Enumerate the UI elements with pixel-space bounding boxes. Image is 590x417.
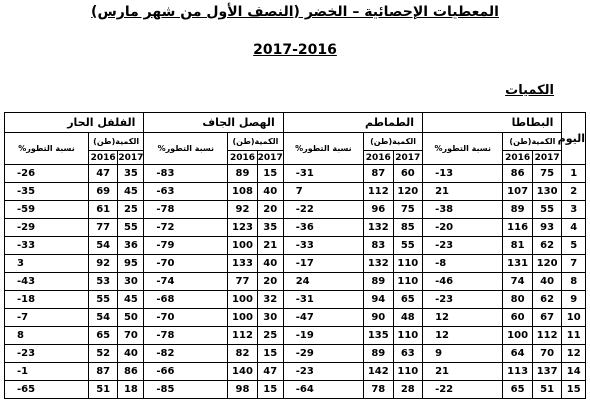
qty-2017-cell: 55 <box>532 201 562 219</box>
qty-2016-cell: 100 <box>228 237 258 255</box>
growth-cell: 78- <box>144 327 228 345</box>
table-row <box>5 255 586 273</box>
qty-2016-cell: 87 <box>88 363 118 381</box>
qty-2017-cell: 95 <box>118 255 144 273</box>
qty-2016-cell: 54 <box>88 309 118 327</box>
year-header: 2017 <box>118 152 144 163</box>
qty-2017-cell: 120 <box>532 255 562 273</box>
day-cell: 8 <box>562 273 586 291</box>
growth-cell: 85- <box>144 381 228 399</box>
qty-2016-cell: 116 <box>503 219 533 237</box>
growth-cell: 47- <box>283 309 363 327</box>
qty-2017-cell: 110 <box>393 363 423 381</box>
qty-2017-cell: 40 <box>257 183 283 201</box>
qty-2016-cell: 132 <box>364 255 394 273</box>
group-header-potato: البطاطا <box>423 113 562 133</box>
growth-cell: 8- <box>423 255 503 273</box>
qty-2016-cell: 47 <box>88 165 118 183</box>
quantity-header: الكمية(طن) <box>228 133 283 151</box>
table-row <box>5 237 586 255</box>
qty-2017-cell: 35 <box>118 165 144 183</box>
growth-cell: 66- <box>144 363 228 381</box>
qty-2016-cell: 89 <box>364 345 394 363</box>
table-row <box>5 219 586 237</box>
qty-2016-cell: 92 <box>228 201 258 219</box>
qty-2017-cell: 55 <box>118 219 144 237</box>
qty-2017-cell: 18 <box>118 381 144 399</box>
qty-2016-cell: 112 <box>228 327 258 345</box>
table-row <box>5 183 586 201</box>
qty-2016-cell: 53 <box>88 273 118 291</box>
day-cell: 11 <box>562 327 586 345</box>
qty-2017-cell: 130 <box>532 183 562 201</box>
qty-2017-cell: 15 <box>257 345 283 363</box>
qty-2017-cell: 30 <box>257 309 283 327</box>
qty-2016-cell: 77 <box>88 219 118 237</box>
growth-cell: 78- <box>144 201 228 219</box>
qty-2017-cell: 70 <box>118 327 144 345</box>
year-header: 2016 <box>503 151 533 165</box>
growth-header: نسبة التطور% <box>283 133 363 165</box>
growth-cell: 70- <box>144 255 228 273</box>
year-header: 2017 <box>532 151 562 165</box>
qty-2016-cell: 51 <box>88 381 118 399</box>
page-title: المعطيات الإحصائية – الخضر (النصف الأول من شهر مارس) <box>91 4 499 20</box>
qty-2017-cell: 60 <box>393 165 423 183</box>
qty-2017-cell: 30 <box>118 273 144 291</box>
growth-cell: 74- <box>144 273 228 291</box>
table-row <box>5 201 586 219</box>
growth-cell: 70- <box>144 309 228 327</box>
quantity-header: الكمية(طن) <box>364 133 423 151</box>
qty-2016-cell: 132 <box>364 219 394 237</box>
day-cell: 14 <box>562 363 586 381</box>
day-cell: 4 <box>562 219 586 237</box>
qty-2016-cell: 69 <box>88 183 118 201</box>
day-cell: 15 <box>562 381 586 399</box>
growth-cell: 72- <box>144 219 228 237</box>
growth-cell: 19- <box>283 327 363 345</box>
years-subtitle: 2017-2016 <box>253 42 337 58</box>
qty-2017-cell: 25 <box>257 327 283 345</box>
qty-2016-cell: 100 <box>228 309 258 327</box>
qty-2016-cell: 89 <box>364 273 394 291</box>
growth-cell: 46- <box>423 273 503 291</box>
growth-cell: 23- <box>423 291 503 309</box>
qty-2016-cell: 52 <box>88 345 118 363</box>
growth-cell: 7 <box>283 183 363 201</box>
qty-2016-cell: 82 <box>228 345 258 363</box>
year-header: 2016 <box>88 151 118 165</box>
qty-2017-cell: 47 <box>257 363 283 381</box>
qty-2017-cell: 110 <box>393 273 423 291</box>
qty-2016-cell: 113 <box>503 363 533 381</box>
qty-2016-cell: 112 <box>364 183 394 201</box>
qty-2017-cell: 45 <box>118 183 144 201</box>
quantity-header: الكمية(طن) <box>88 133 143 151</box>
growth-cell: 63- <box>144 183 228 201</box>
growth-cell: 35- <box>5 183 89 201</box>
growth-cell: 29- <box>5 219 89 237</box>
qty-2017-cell: 110 <box>393 327 423 345</box>
qty-2016-cell: 89 <box>503 201 533 219</box>
qty-2016-cell: 92 <box>88 255 118 273</box>
growth-cell: 24 <box>283 273 363 291</box>
table-row <box>5 381 586 399</box>
qty-2017-cell: 110 <box>393 255 423 273</box>
table-row <box>5 165 586 183</box>
growth-cell: 22- <box>423 381 503 399</box>
table-row <box>5 273 586 291</box>
qty-2016-cell: 96 <box>364 201 394 219</box>
growth-cell: 21 <box>423 183 503 201</box>
growth-cell: 21 <box>423 363 503 381</box>
growth-cell: 33- <box>283 237 363 255</box>
qty-2017-cell: 20 <box>257 201 283 219</box>
qty-2017-cell: 62 <box>532 237 562 255</box>
qty-2017-cell: 75 <box>532 165 562 183</box>
qty-2017-cell: 35 <box>257 219 283 237</box>
qty-2016-cell: 142 <box>364 363 394 381</box>
day-cell: 3 <box>562 201 586 219</box>
year-header: 2017 <box>257 152 283 163</box>
growth-cell: 64- <box>283 381 363 399</box>
qty-2016-cell: 83 <box>364 237 394 255</box>
growth-cell: 26- <box>5 165 89 183</box>
growth-cell: 36- <box>283 219 363 237</box>
growth-cell: 83- <box>144 165 228 183</box>
qty-2016-cell: 81 <box>503 237 533 255</box>
qty-2016-cell: 100 <box>228 291 258 309</box>
qty-2016-cell: 55 <box>88 291 118 309</box>
qty-2016-cell: 135 <box>364 327 394 345</box>
qty-2017-cell: 63 <box>393 345 423 363</box>
day-cell: 9 <box>562 291 586 309</box>
qty-2016-cell: 60 <box>503 309 533 327</box>
qty-2017-cell: 40 <box>257 255 283 273</box>
qty-2017-cell: 28 <box>393 381 423 399</box>
day-cell: 5 <box>562 237 586 255</box>
growth-header: نسبة التطور% <box>423 133 503 165</box>
growth-header: نسبة التطور% <box>5 133 89 165</box>
qty-2016-cell: 140 <box>228 363 258 381</box>
day-cell: 2 <box>562 183 586 201</box>
table-body <box>5 165 586 399</box>
qty-2017-cell: 21 <box>257 237 283 255</box>
qty-2016-cell: 86 <box>503 165 533 183</box>
growth-cell: 1- <box>5 363 89 381</box>
qty-2016-cell: 61 <box>88 201 118 219</box>
qty-2017-cell: 45 <box>118 291 144 309</box>
growth-cell: 31- <box>283 165 363 183</box>
qty-2016-cell: 65 <box>88 327 118 345</box>
growth-cell: 9 <box>423 345 503 363</box>
qty-2016-cell: 108 <box>228 183 258 201</box>
qty-2017-cell: 67 <box>532 309 562 327</box>
qty-2016-cell: 54 <box>88 237 118 255</box>
quantity-header: الكمية(طن) <box>503 133 562 151</box>
qty-2016-cell: 74 <box>503 273 533 291</box>
growth-cell: 33- <box>5 237 89 255</box>
growth-cell: 43- <box>5 273 89 291</box>
section-heading: الكميات <box>505 83 554 98</box>
table-row <box>5 309 586 327</box>
qty-2017-cell: 40 <box>532 273 562 291</box>
qty-2016-cell: 133 <box>228 255 258 273</box>
table-row <box>5 291 586 309</box>
growth-cell: 22- <box>283 201 363 219</box>
group-header-dry-onion: الهصل الجاف <box>144 113 283 133</box>
qty-2017-cell: 15 <box>257 165 283 183</box>
growth-cell: 31- <box>283 291 363 309</box>
qty-2016-cell: 123 <box>228 219 258 237</box>
qty-2017-cell: 50 <box>118 309 144 327</box>
qty-2017-cell: 85 <box>393 219 423 237</box>
qty-2017-cell: 25 <box>118 201 144 219</box>
day-column-header: اليوم <box>562 113 586 165</box>
group-header-hot-pepper: الفلفل الحار <box>5 113 144 133</box>
table-row <box>5 345 586 363</box>
qty-2017-cell: 55 <box>393 237 423 255</box>
qty-2016-cell: 87 <box>364 165 394 183</box>
qty-2017-cell: 112 <box>532 327 562 345</box>
qty-2017-cell: 70 <box>532 345 562 363</box>
growth-cell: 7- <box>5 309 89 327</box>
qty-2016-cell: 94 <box>364 291 394 309</box>
qty-2016-cell: 64 <box>503 345 533 363</box>
qty-2016-cell: 107 <box>503 183 533 201</box>
growth-cell: 38- <box>423 201 503 219</box>
growth-cell: 29- <box>283 345 363 363</box>
growth-cell: 59- <box>5 201 89 219</box>
growth-cell: 13- <box>423 165 503 183</box>
qty-2016-cell: 100 <box>503 327 533 345</box>
day-cell: 10 <box>562 309 586 327</box>
qty-2016-cell: 89 <box>228 165 258 183</box>
qty-2017-cell: 32 <box>257 291 283 309</box>
qty-2017-cell: 65 <box>393 291 423 309</box>
qty-2016-cell: 77 <box>228 273 258 291</box>
growth-cell: 17- <box>283 255 363 273</box>
growth-cell: 20- <box>423 219 503 237</box>
growth-cell: 79- <box>144 237 228 255</box>
qty-2017-cell: 48 <box>393 309 423 327</box>
table-row <box>5 327 586 345</box>
qty-2016-cell: 80 <box>503 291 533 309</box>
growth-cell: 65- <box>5 381 89 399</box>
qty-2016-cell: 78 <box>364 381 394 399</box>
year-header: 2016 <box>228 151 258 165</box>
qty-2017-cell: 86 <box>118 363 144 381</box>
group-header-row <box>5 113 586 133</box>
day-cell: 7 <box>562 255 586 273</box>
qty-2017-cell: 15 <box>257 381 283 399</box>
group-header-tomato: الطماطم <box>283 113 422 133</box>
growth-cell: 82- <box>144 345 228 363</box>
qty-2017-cell: 20 <box>257 273 283 291</box>
growth-cell: 3 <box>5 255 89 273</box>
growth-cell: 23- <box>423 237 503 255</box>
qty-2017-cell: 120 <box>393 183 423 201</box>
qty-2017-cell: 75 <box>393 201 423 219</box>
year-header: 2016 <box>364 151 394 165</box>
qty-2017-cell: 36 <box>118 237 144 255</box>
growth-cell: 23- <box>5 345 89 363</box>
growth-cell: 8 <box>5 327 89 345</box>
statistics-table <box>4 112 586 399</box>
qty-2017-cell: 40 <box>118 345 144 363</box>
qty-2016-cell: 90 <box>364 309 394 327</box>
qty-2017-cell: 51 <box>532 381 562 399</box>
qty-2017-cell: 62 <box>532 291 562 309</box>
growth-cell: 18- <box>5 291 89 309</box>
qty-2016-cell: 65 <box>503 381 533 399</box>
day-cell: 1 <box>562 165 586 183</box>
table-row <box>5 363 586 381</box>
subheader-row <box>5 133 586 151</box>
growth-cell: 12 <box>423 309 503 327</box>
growth-cell: 12 <box>423 327 503 345</box>
day-cell: 12 <box>562 345 586 363</box>
qty-2017-cell: 93 <box>532 219 562 237</box>
qty-2016-cell: 131 <box>503 255 533 273</box>
growth-cell: 23- <box>283 363 363 381</box>
year-header: 2017 <box>393 151 423 165</box>
qty-2017-cell: 137 <box>532 363 562 381</box>
growth-cell: 68- <box>144 291 228 309</box>
qty-2016-cell: 98 <box>228 381 258 399</box>
growth-header: نسبة التطور% <box>144 133 228 165</box>
